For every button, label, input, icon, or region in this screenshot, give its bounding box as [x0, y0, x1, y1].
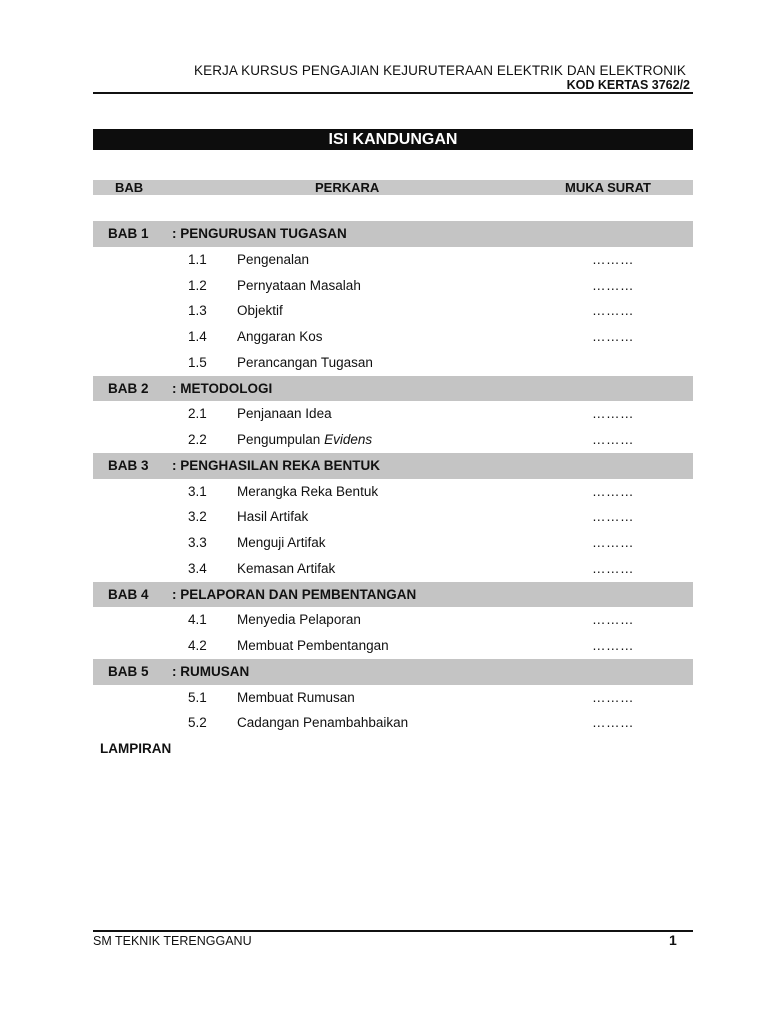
chapter-title: : METODOLOGI: [172, 380, 273, 396]
section-title-text: Membuat Pembentangan: [237, 638, 389, 653]
chapter-title: : RUMUSAN: [172, 663, 250, 679]
section-number: 2.1: [188, 406, 207, 422]
section-number: 1.3: [188, 303, 207, 319]
section-page-placeholder: ………: [592, 715, 634, 731]
section-title: [237, 685, 355, 711]
section-title: [237, 350, 373, 376]
appendix-row: [93, 736, 693, 762]
chapter-title: : PELAPORAN DAN PEMBENTANGAN: [172, 586, 417, 602]
chapter-row: [93, 221, 693, 247]
section-row: [93, 633, 693, 659]
chapter-row: [93, 453, 693, 479]
section-page-placeholder: ………: [592, 689, 634, 705]
course-title: KERJA KURSUS PENGAJIAN KEJURUTERAAN ELEKTRIK DAN ELEKTRONIK: [193, 63, 686, 78]
column-header-muka-surat: MUKA SURAT: [565, 180, 651, 195]
appendix-label: LAMPIRAN: [100, 741, 172, 756]
section-title: [237, 530, 326, 556]
section-number: 3.1: [188, 483, 207, 499]
section-title-italic: Evidens: [324, 432, 373, 447]
section-page-placeholder: ………: [592, 560, 634, 576]
section-title: [237, 247, 309, 273]
section-title-text: Pengumpulan: [237, 432, 325, 447]
section-number: 3.3: [188, 535, 207, 550]
chapter-title: : PENGURUSAN TUGASAN: [172, 226, 347, 241]
chapter-label: BAB 3: [108, 457, 149, 473]
section-title-text: Objektif: [237, 303, 283, 319]
column-header-row: [93, 180, 693, 195]
section-row: [93, 504, 693, 530]
section-row: [93, 556, 693, 582]
section-page-placeholder: ………: [592, 329, 634, 344]
section-title: [237, 401, 332, 427]
section-row: [93, 401, 693, 427]
section-row: [93, 710, 693, 736]
section-title: [237, 556, 335, 582]
footer-school-name: SM TEKNIK TERENGGANU: [93, 934, 252, 948]
section-number: 1.4: [188, 329, 207, 344]
section-page-placeholder: ………: [592, 303, 634, 319]
section-title-text: Menyedia Pelaporan: [237, 612, 361, 628]
chapter-label: BAB 1: [108, 226, 149, 241]
section-number: 5.2: [188, 715, 207, 731]
section-title: [237, 633, 389, 659]
section-page-placeholder: ………: [592, 483, 634, 499]
chapter-label: BAB 2: [108, 380, 149, 396]
section-row: [93, 479, 693, 505]
section-title: [237, 710, 408, 736]
section-title-text: Kemasan Artifak: [237, 560, 336, 576]
section-title: [237, 427, 372, 453]
page-title: ISI KANDUNGAN: [93, 129, 693, 150]
section-title: [237, 607, 361, 633]
chapter-label: BAB 4: [108, 586, 149, 602]
column-header-perkara: PERKARA: [315, 180, 380, 195]
chapter-row: [93, 582, 693, 608]
paper-code: KOD KERTAS 3762/2: [566, 78, 690, 92]
section-title: [237, 479, 378, 505]
section-title: [237, 298, 283, 324]
section-title-text: Hasil Artifak: [237, 509, 309, 525]
column-header-bab: BAB: [115, 180, 144, 195]
header-divider: [93, 92, 693, 94]
section-title-text: Menguji Artifak: [237, 535, 326, 550]
section-page-placeholder: ………: [592, 406, 634, 422]
footer-divider: [93, 930, 693, 932]
footer-page-number: 1: [669, 932, 677, 948]
section-title: [237, 273, 361, 299]
section-number: 1.2: [188, 277, 207, 293]
section-title-text: Membuat Rumusan: [237, 689, 355, 705]
section-title-text: Cadangan Penambahbaikan: [237, 715, 409, 731]
section-number: 1.1: [188, 251, 207, 267]
section-title-text: Pengenalan: [237, 251, 310, 267]
section-row: [93, 685, 693, 711]
section-number: 1.5: [188, 354, 207, 370]
section-page-placeholder: ………: [592, 277, 634, 293]
section-row: [93, 324, 693, 350]
section-number: 4.2: [188, 638, 207, 653]
section-number: 3.4: [188, 560, 207, 576]
section-row: [93, 427, 693, 453]
section-page-placeholder: ………: [592, 535, 634, 550]
section-row: [93, 530, 693, 556]
table-of-contents: [93, 221, 693, 762]
section-row: [93, 273, 693, 299]
section-page-placeholder: ………: [592, 638, 634, 653]
chapter-label: BAB 5: [108, 663, 149, 679]
section-title-text: Merangka Reka Bentuk: [237, 483, 379, 499]
section-title: [237, 504, 308, 530]
section-number: 4.1: [188, 612, 207, 628]
section-row: [93, 298, 693, 324]
section-title: [237, 324, 323, 350]
section-row: [93, 607, 693, 633]
section-page-placeholder: ………: [592, 251, 634, 267]
section-page-placeholder: ………: [592, 432, 634, 447]
section-number: 2.2: [188, 432, 207, 447]
chapter-row: [93, 659, 693, 685]
section-title-text: Pernyataan Masalah: [237, 277, 361, 293]
section-row: [93, 247, 693, 273]
section-title-text: Anggaran Kos: [237, 329, 323, 344]
section-row: [93, 350, 693, 376]
chapter-title: : PENGHASILAN REKA BENTUK: [172, 457, 381, 473]
section-page-placeholder: ………: [592, 509, 634, 525]
section-title-text: Penjanaan Idea: [237, 406, 332, 422]
section-number: 5.1: [188, 689, 207, 705]
chapter-row: [93, 376, 693, 402]
section-number: 3.2: [188, 509, 207, 525]
section-page-placeholder: ………: [592, 612, 634, 628]
section-title-text: Perancangan Tugasan: [237, 354, 373, 370]
